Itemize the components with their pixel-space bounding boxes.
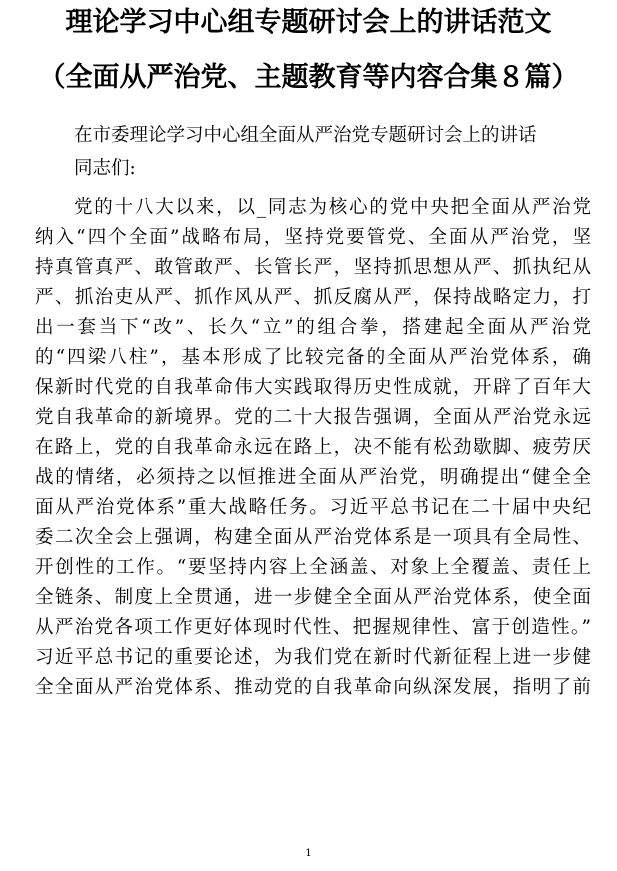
paragraph-line: 在路上，党的自我革命永远在路上，决不能有松劲歇脚、疲劳厌 <box>35 437 591 458</box>
body-paragraph <box>35 193 591 703</box>
paragraph-line: 全链条、制度上全贯通，进一步健全全面从严治党体系，使全面 <box>35 587 591 608</box>
paragraph-line: 保新时代党的自我革命伟大实践取得历史性成就，开辟了百年大 <box>35 377 591 398</box>
salutation: 同志们: <box>74 158 136 179</box>
paragraph-line: 面从严治党体系”重大战略任务。习近平总书记在二十届中央纪 <box>35 497 591 518</box>
paragraph-line: 战的情绪，必须持之以恒推进全面从严治党，明确提出“健全全 <box>35 467 591 488</box>
paragraph-line: 党自我革命的新境界。党的二十大报告强调，全面从严治党永远 <box>35 407 591 428</box>
paragraph-line: 全全面从严治党体系、推动党的自我革命向纵深发展，指明了前 <box>35 677 591 698</box>
paragraph-line: 严、抓治吏从严、抓作风从严、抓反腐从严，保持战略定力，打 <box>35 287 591 308</box>
paragraph-line: 出一套当下“改”、长久“立”的组合拳，搭建起全面从严治党 <box>35 317 591 338</box>
paragraph-line: 的“四梁八柱”，基本形成了比较完备的全面从严治党体系，确 <box>35 347 591 368</box>
paragraph-line: 纳入“四个全面”战略布局，坚持党要管党、全面从严治党，坚 <box>35 227 591 248</box>
page-number: 1 <box>305 848 312 859</box>
section-heading: 在市委理论学习中心组全面从严治党专题研讨会上的讲话 <box>74 125 537 146</box>
paragraph-line: 从严治党各项工作更好体现时代性、把握规律性、富于创造性。” <box>35 617 591 638</box>
paragraph-line: 委二次全会上强调，构建全面从严治党体系是一项具有全局性、 <box>35 527 591 548</box>
paragraph-line: 持真管真严、敢管敢严、长管长严，坚持抓思想从严、抓执纪从 <box>35 257 591 278</box>
paragraph-line: 习近平总书记的重要论述，为我们党在新时代新征程上进一步健 <box>35 647 591 668</box>
paragraph-line: 开创性的工作。“要坚持内容上全涵盖、对象上全覆盖、责任上 <box>35 557 591 578</box>
paragraph-line: 党的十八大以来，以_同志为核心的党中央把全面从严治党 <box>74 197 591 218</box>
document-title-line-1: 理论学习中心组专题研讨会上的讲话范文 <box>65 7 552 38</box>
document-title-line-2: （全面从严治党、主题教育等内容合集８篇） <box>38 62 579 93</box>
